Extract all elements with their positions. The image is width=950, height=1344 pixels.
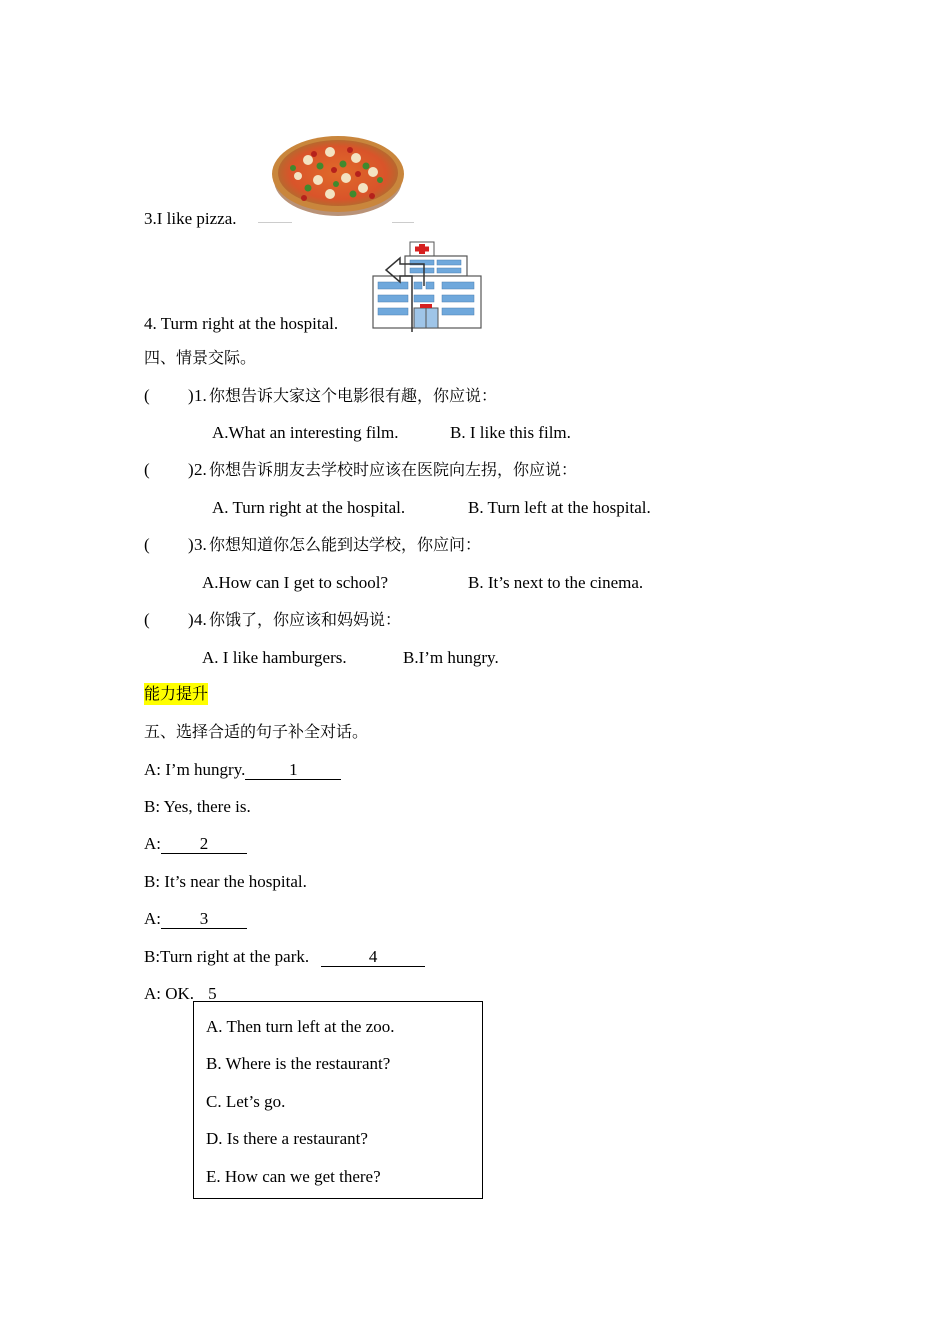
answer-paren-close: ) bbox=[188, 460, 194, 479]
hospital-image bbox=[370, 240, 536, 334]
dialog-text: A: bbox=[144, 834, 161, 853]
item-4-text: 4. Turm right at the hospital. bbox=[144, 314, 339, 333]
option-b: B.I’m hungry. bbox=[403, 648, 499, 667]
question-prompt: 你饿了，你应该和妈妈说： bbox=[209, 610, 402, 629]
dialog-line-6 bbox=[144, 946, 425, 968]
answer-blank[interactable]: 3 bbox=[161, 910, 247, 929]
answer-paren-open: ( bbox=[144, 386, 150, 405]
pizza-image bbox=[268, 128, 408, 224]
option-item: D. Is there a restaurant? bbox=[206, 1129, 368, 1148]
option-a: A. Turn right at the hospital. bbox=[212, 498, 406, 517]
question-prompt: 你想知道你怎么能到达学校，你应问： bbox=[209, 535, 482, 554]
question-prompt: 你想告诉朋友去学校时应该在医院向左拐，你应说： bbox=[209, 460, 578, 479]
dialog-line-2: B: Yes, there is. bbox=[144, 797, 251, 816]
option-b: B. I like this film. bbox=[450, 423, 571, 442]
question-number: 2. bbox=[194, 460, 207, 479]
option-a: A. I like hamburgers. bbox=[202, 648, 347, 667]
option-b: B. It’s next to the cinema. bbox=[468, 573, 644, 592]
option-item: A. Then turn left at the zoo. bbox=[206, 1017, 395, 1036]
question-number: 4. bbox=[194, 610, 207, 629]
dialog-line-5 bbox=[144, 908, 247, 930]
option-b: B. Turn left at the hospital. bbox=[468, 498, 651, 517]
dialog-line-3 bbox=[144, 833, 247, 855]
answer-paren-close: ) bbox=[188, 610, 194, 629]
option-a: A.What an interesting film. bbox=[212, 423, 399, 442]
option-item: B. Where is the restaurant? bbox=[206, 1054, 391, 1073]
dialog-line-1 bbox=[144, 759, 341, 781]
answer-paren-close: ) bbox=[188, 386, 194, 405]
section-5-title: 五、选择合适的句子补全对话。 bbox=[144, 722, 369, 741]
dialog-text: A: I’m hungry. bbox=[144, 760, 246, 779]
answer-blank[interactable]: 1 bbox=[245, 761, 341, 780]
highlight-heading: 能力提升 bbox=[144, 684, 209, 703]
options-box bbox=[193, 1001, 483, 1199]
underline-decoration bbox=[258, 222, 292, 223]
question-number: 3. bbox=[194, 535, 207, 554]
dialog-text: B:Turn right at the park. bbox=[144, 947, 310, 966]
question-number: 1. bbox=[194, 386, 207, 405]
question-prompt: 你想告诉大家这个电影很有趣，你应说： bbox=[209, 386, 498, 405]
answer-paren-open: ( bbox=[144, 460, 150, 479]
dialog-text: A: bbox=[144, 909, 161, 928]
answer-paren-close: ) bbox=[188, 535, 194, 554]
answer-number: 5 bbox=[208, 984, 217, 1003]
answer-paren-open: ( bbox=[144, 535, 150, 554]
answer-blank[interactable]: 4 bbox=[321, 948, 425, 967]
underline-decoration bbox=[392, 222, 414, 223]
answer-paren-open: ( bbox=[144, 610, 150, 629]
dialog-line-4: B: It’s near the hospital. bbox=[144, 872, 307, 891]
option-item: E. How can we get there? bbox=[206, 1167, 381, 1186]
option-a: A.How can I get to school? bbox=[202, 573, 389, 592]
section-4-title: 四、情景交际。 bbox=[144, 348, 257, 367]
option-item: C. Let’s go. bbox=[206, 1092, 286, 1111]
item-3-text: 3.I like pizza. bbox=[144, 209, 237, 228]
dialog-text: A: OK. bbox=[144, 984, 195, 1003]
answer-blank[interactable]: 2 bbox=[161, 835, 247, 854]
